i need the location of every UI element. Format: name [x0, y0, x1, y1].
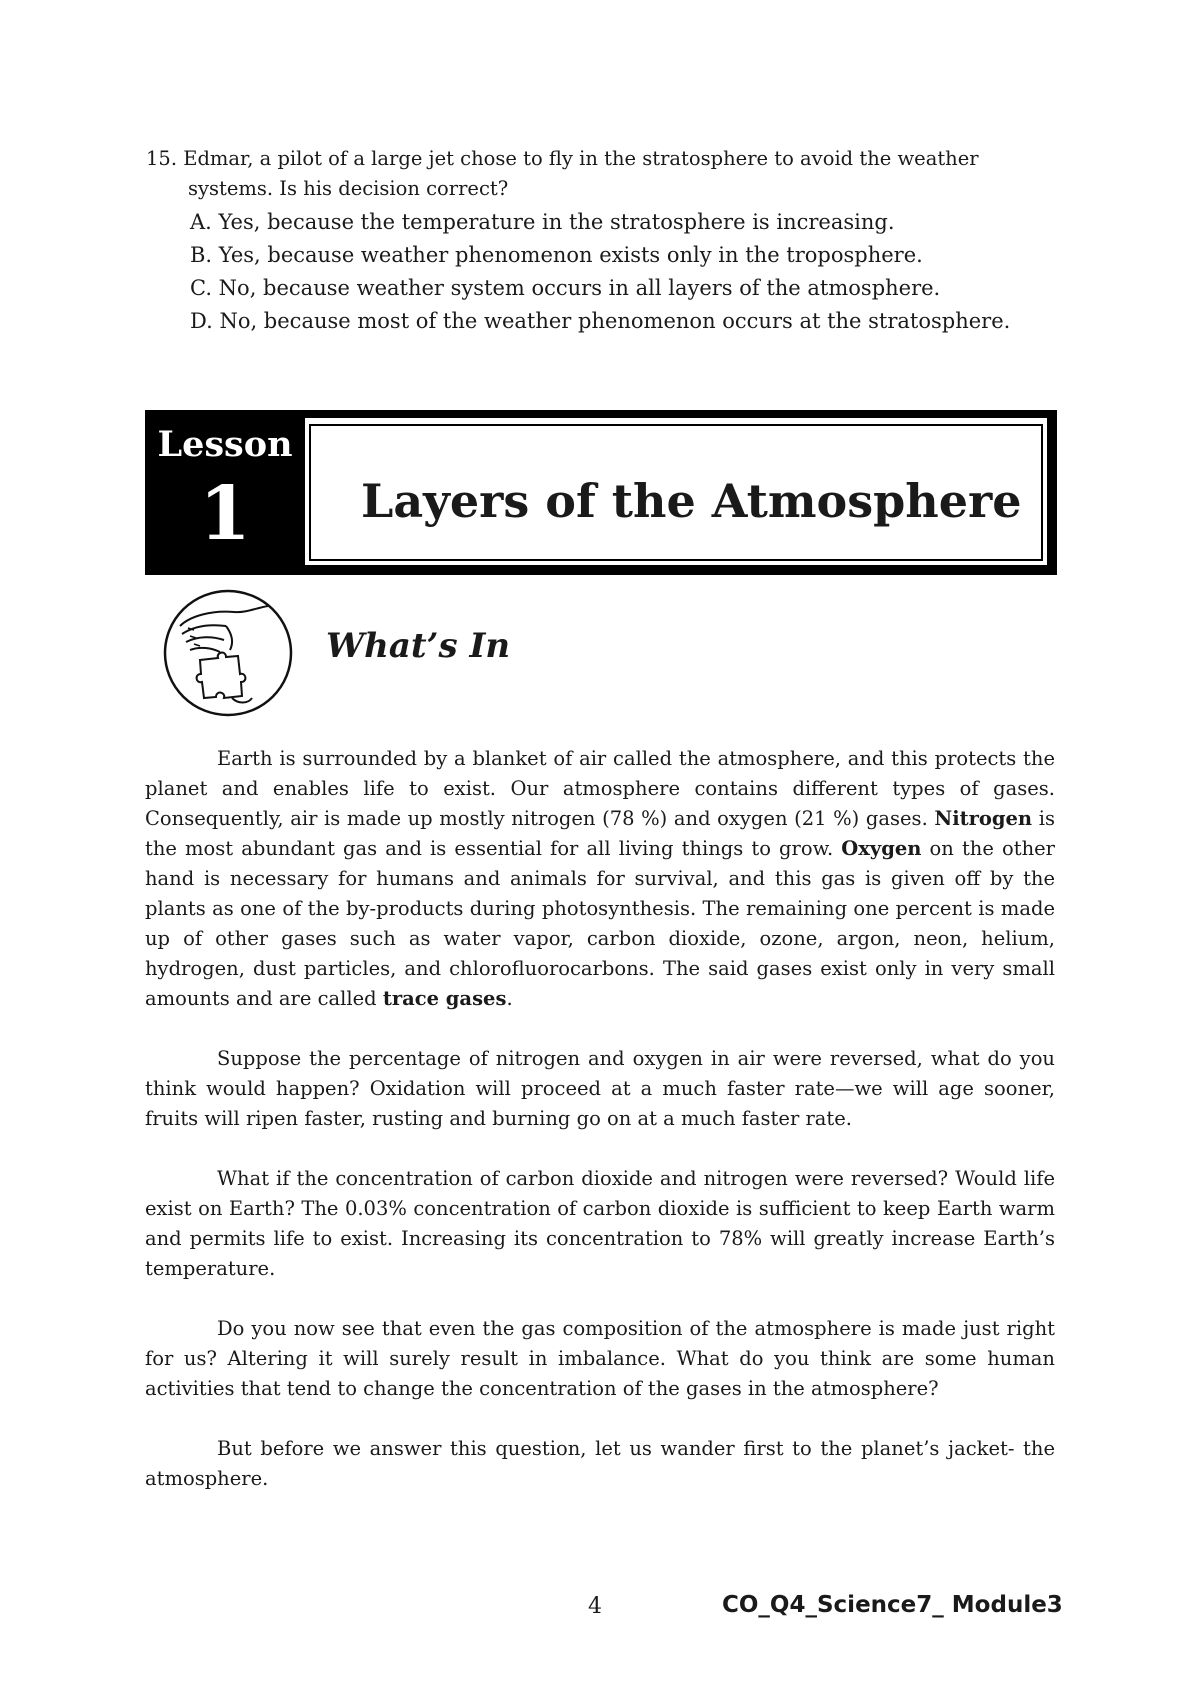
lesson-title-inner-border	[309, 424, 1043, 561]
lesson-title-frame	[305, 410, 1057, 575]
paragraph-text: Suppose the percentage of nitrogen and oxygen in air were reversed, what do you think would happen? Oxidation will proceed at a much faster rate—we will age sooner, fruits will ripen faster, rusting and burning go on at a much faster rate.	[145, 1047, 1055, 1130]
module-code: CO_Q4_Science7_ Module3	[722, 1592, 1063, 1618]
lesson-number-box	[145, 410, 305, 575]
question-15	[146, 144, 1056, 338]
term-oxygen: Oxygen	[841, 837, 922, 860]
section-heading-whats-in: What’s In	[326, 626, 511, 666]
lesson-body	[145, 744, 1055, 1524]
paragraph-text: But before we answer this question, let us wander first to the planet’s jacket- the atmosphere.	[145, 1437, 1055, 1490]
choice-b: B. Yes, because weather phenomenon exists only in the troposphere.	[190, 243, 923, 267]
paragraph-4	[145, 1314, 1055, 1404]
paragraph-text: .	[506, 987, 513, 1010]
paragraph-text: Earth is surrounded by a blanket of air called the atmosphere, and this protects the planet and enables life to exist. Our atmosphere contains different types of gases. Consequently, air is made up mostly nitrogen (78 %) and oxygen (21 %) gases.	[145, 747, 1055, 830]
hand-puzzle-piece-icon	[160, 586, 296, 720]
lesson-banner	[145, 410, 1057, 575]
choice-d: D. No, because most of the weather phenomenon occurs at the stratosphere.	[190, 309, 1011, 333]
lesson-label: Lesson	[157, 424, 293, 465]
term-trace-gases: trace gases	[382, 987, 507, 1010]
paragraph-2	[145, 1044, 1055, 1134]
choice-c: C. No, because weather system occurs in all layers of the atmosphere.	[190, 276, 941, 300]
question-stem: 15. Edmar, a pilot of a large jet chose to fly in the stratosphere to avoid the weather systems. Is his decision correct?	[146, 147, 979, 200]
lesson-number: 1	[199, 471, 251, 557]
page-number: 4	[588, 1594, 602, 1619]
term-nitrogen: Nitrogen	[934, 807, 1033, 830]
paragraph-text: is the most abundant gas and is essential for all living things to grow.	[145, 807, 1055, 860]
paragraph-3	[145, 1164, 1055, 1284]
paragraph-text: on the other hand is necessary for humans and animals for survival, and this gas is given off by the plants as one of the by-products during photosynthesis. The remaining one percent is made up of other gases such as water vapor, carbon dioxide, ozone, argon, neon, helium, hydrogen, dust particles, and chlorofluorocarbons. The said gases exist only in very small amounts and are called	[145, 837, 1055, 1010]
lesson-title: Layers of the Atmosphere	[361, 474, 1022, 528]
choice-a: A. Yes, because the temperature in the stratosphere is increasing.	[190, 210, 895, 234]
paragraph-5	[145, 1434, 1055, 1494]
paragraph-text: What if the concentration of carbon dioxide and nitrogen were reversed? Would life exist on Earth? The 0.03% concentration of carbon dioxide is sufficient to keep Earth warm and permits life to exist. Increasing its concentration to 78% will greatly increase Earth’s temperature.	[145, 1167, 1055, 1280]
paragraph-1	[145, 744, 1055, 1014]
answer-choices	[146, 206, 1056, 338]
paragraph-text: Do you now see that even the gas composition of the atmosphere is made just right for us? Altering it will surely result in imbalance. What do you think are some human activities that tend to change the concentration of the gases in the atmosphere?	[145, 1317, 1055, 1400]
